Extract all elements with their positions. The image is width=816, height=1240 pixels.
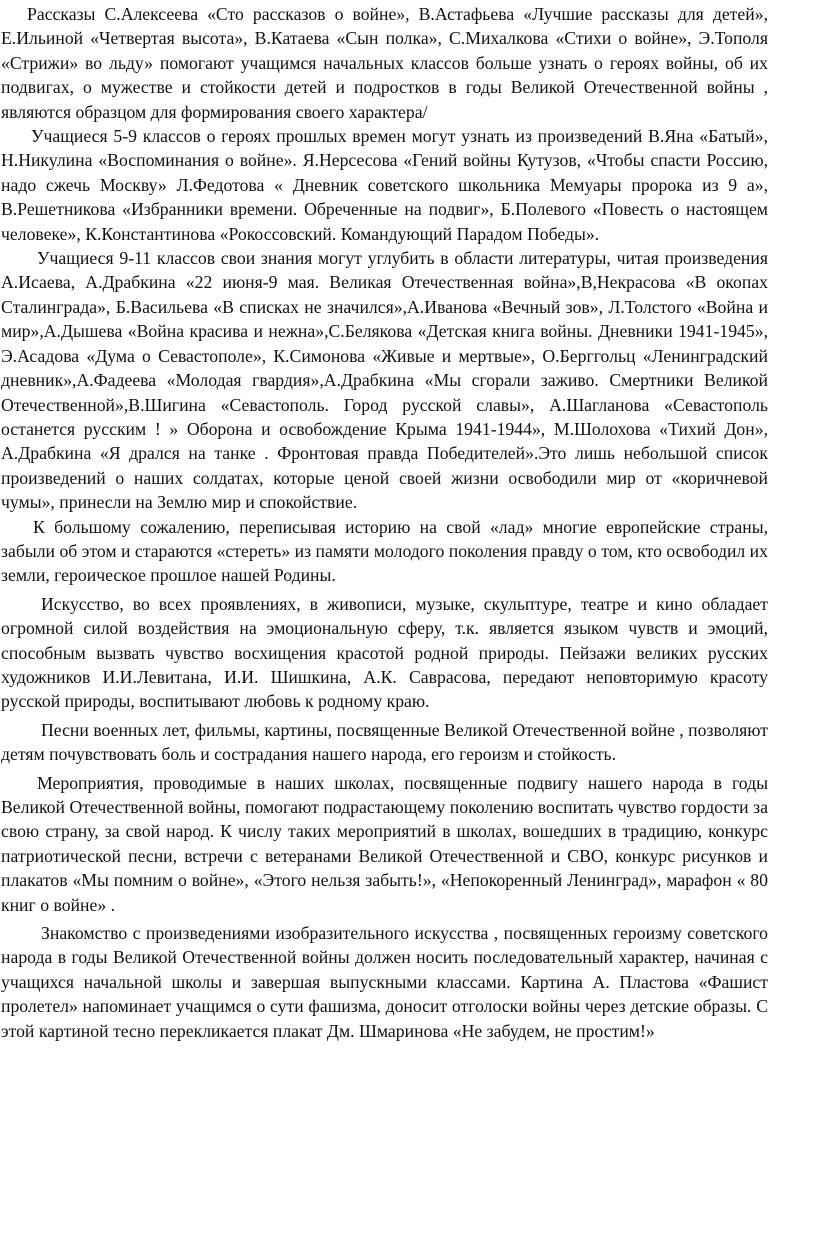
paragraph-grades-9-11-books: Учащиеся 9-11 классов свои знания могут углубить в области литературы, читая произведения А.Исаева, А.Драбкина «22 июня-9 мая. Великая Отечественная война»,В,Некрасова «В окопах Сталинграда», Б.Васильева «В списках не значился»,А.Иванова «Вечный зов», Л.Толстого «Война и мир»,А.Дышева «Война красива и нежна»,С.Белякова «Детская книга войны. Дневники 1941-1945», Э.Асадова «Дума о Севастополе», К.Симонова «Живые и мертвые», О.Берггольц «Ленинградский дневник»,А.Фадеева «Молодая гвардия»,А.Драбкина «Мы сгорали заживо. Смертники Великой Отечественной»,В.Шигина «Севастополь. Город русской славы», А.Шагланова «Севастополь останется русским ! » Оборона и освобождение Крыма 1941-1944», М.Шолохова «Тихий Дон», А.Драбкина «Я дрался на танке . Фронтовая правда Победителей».Это лишь небольшой список произведений о наших солдатах, которые ценой своей жизни освободили мир от «коричневой чумы», принесли на Землю мир и спокойствие. (1, 248, 768, 513)
paragraph-visual-art: Знакомство с произведениями изобразительного искусства , посвященных героизму советского народа в годы Великой Отечественной войны должен носить последовательный характер, начиная с учащихся начальной школы и завершая выпускными классами. Картина А. Пластова «Фашист пролетел» напоминает учащимся о сути фашизма, доносит отголоски войны через детские образы. С этой картиной тесно перекликается плакат Дм. Шмаринова «Не забудем, не простим!» (1, 923, 768, 1041)
paragraph-art-influence: Искусство, во всех проявлениях, в живописи, музыке, скульптуре, театре и кино обладает огромной силой воздействия на эмоциональную сферу, т.к. является языком чувств и эмоций, способным вызвать чувство восхищения красотой родной природы. Пейзажи великих русских художников И.И.Левитана, И.И. Шишкина, А.К. Саврасова, передают неповторимую красоту русской природы, воспитывают любовь к родному краю. (1, 593, 768, 712)
paragraph-primary-school-books: Рассказы С.Алексеева «Сто рассказов о войне», В.Астафьева «Лучшие рассказы для детей», Е.Ильиной «Четвертая высота», В.Катаева «Сын полка», С.Михалкова «Стихи о войне», Э.Тополя «Стрижи» во льду» помогают учащимся начальных классов больше узнать о героях войны, об их подвигах, о мужестве и стойкости детей и подростков в годы Великой Отечественной войны , являются образцом для формирования своего характера/ (1, 4, 768, 122)
paragraph-european-history: К большому сожалению, переписывая историю на свой «лад» многие европейские страны, забыли об этом и стараются «стереть» из памяти молодого поколения правду о том, кто освободил их земли, героическое прошлое нашей Родины. (1, 516, 768, 586)
paragraph-war-songs: Песни военных лет, фильмы, картины, посвященные Великой Отечественной войне , позволяют детям почувствовать боль и сострадания нашего народа, его героизм и стойкость. (1, 719, 768, 765)
paragraph-school-events: Мероприятия, проводимые в наших школах, посвященные подвигу нашего народа в годы Великой Отечественной войны, помогают подрастающему поколению воспитать чувство гордости за свою страну, за свой народ. К числу таких мероприятий в школах, вошедших в традицию, конкурс патриотической песни, встречи с ветеранами Великой Отечественной и СВО, конкурс рисунков и плакатов «Мы помним о войне», «Этого нельзя забыть!», «Непокоренный Ленинград», марафон « 80 книг о войне» . (1, 772, 768, 915)
paragraph-grades-5-9-books: Учащиеся 5-9 классов о героях прошлых времен могут узнать из произведений В.Яна «Батый», Н.Никулина «Воспоминания о войне». Я.Нерсесова «Гений войны Кутузов, «Чтобы спасти Россию, надо сжечь Москву» Л.Федотова « Дневник советского школьника Мемуары пророка из 9 а», В.Решетникова «Избранники времени. Обреченные на подвиг», Б.Полевого «Повесть о настоящем человеке», К.Константинова «Рокоссовский. Командующий Парадом Победы». (1, 126, 768, 244)
